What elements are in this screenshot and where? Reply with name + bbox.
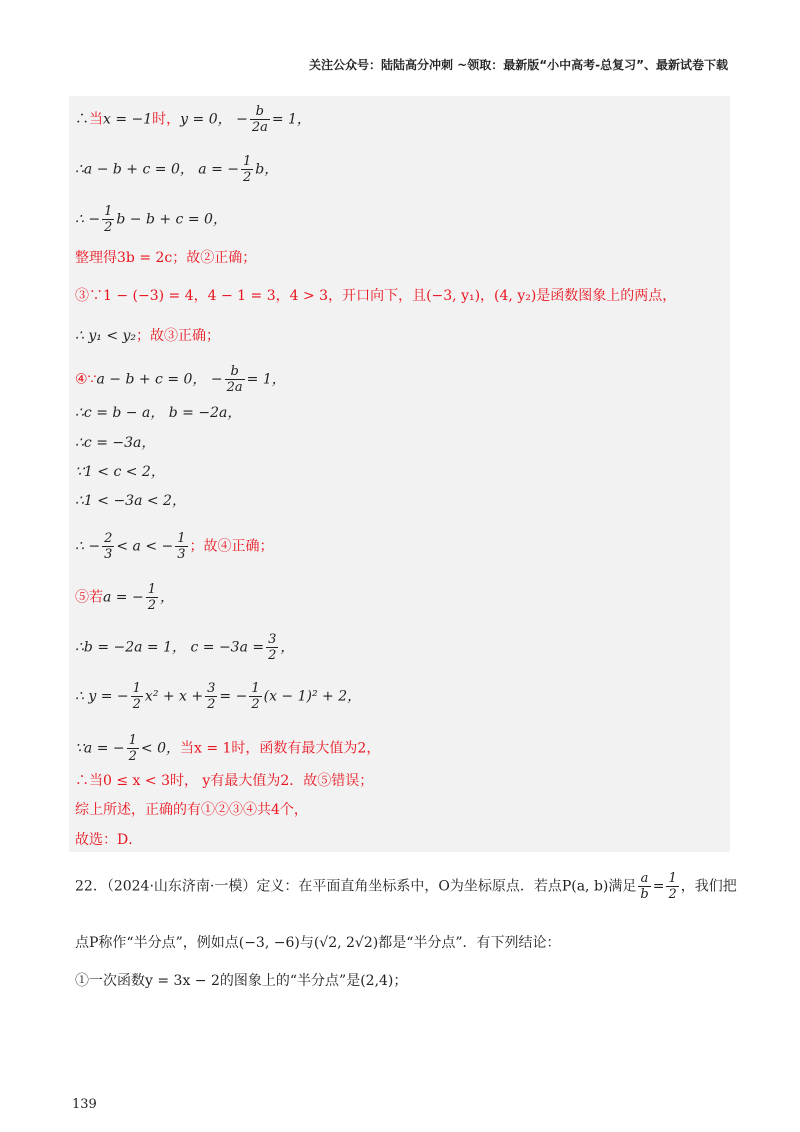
solution-line-7 bbox=[75, 364, 286, 395]
expr: b − b + c = 0， bbox=[116, 211, 227, 228]
expr: ∴ y₁ < y₂ bbox=[75, 328, 137, 344]
fraction bbox=[241, 154, 253, 185]
expr: ， bbox=[280, 639, 295, 656]
conclusion: 当x = 1时，函数有最大值为2， bbox=[180, 740, 381, 757]
expr: a − b + c = 0， − bbox=[96, 371, 223, 388]
expr: = 1， bbox=[246, 371, 286, 388]
numerator: 1 bbox=[668, 871, 677, 886]
page-header: 关注公众号：陆陆高分冲刺 ~领取：最新版“小中高考-总复习”、最新试卷下载 bbox=[309, 58, 728, 72]
item-marker: ⑤若 bbox=[75, 589, 103, 606]
fraction bbox=[102, 204, 114, 235]
denominator: 2 bbox=[668, 887, 677, 902]
expr: b， bbox=[255, 161, 279, 178]
solution-line-2 bbox=[75, 154, 278, 185]
denominator: 2 bbox=[207, 697, 216, 712]
solution-line-15 bbox=[75, 681, 361, 712]
expr: = bbox=[652, 878, 665, 895]
conclusion: ；故④正确； bbox=[189, 538, 274, 555]
fraction bbox=[131, 681, 143, 712]
expr: ∴a − b + c = 0， a = − bbox=[75, 161, 240, 178]
denominator: 3 bbox=[177, 547, 186, 562]
text-when: 当 bbox=[89, 111, 103, 128]
solution-line-3 bbox=[75, 204, 227, 235]
fraction bbox=[146, 582, 158, 613]
fraction bbox=[175, 531, 187, 562]
solution-line-6 bbox=[75, 327, 220, 345]
fraction bbox=[666, 871, 678, 902]
solution-line-8: ∴c = b − a， b = −2a， bbox=[75, 405, 242, 421]
denominator: 2 bbox=[132, 697, 141, 712]
fraction bbox=[102, 531, 114, 562]
fraction bbox=[205, 681, 217, 712]
numerator: 1 bbox=[177, 531, 186, 546]
solution-line-5: ③∵1 − (−3) = 4，4 − 1 = 3，4 > 3，开口向下，且(−3, y₁)，(4, y₂)是函数图象上的两点， bbox=[75, 288, 677, 304]
numerator: b bbox=[250, 104, 270, 120]
question-line-3: ①一次函数y = 3x − 2的图象上的“半分点”是(2,4)； bbox=[75, 973, 408, 989]
solution-line-19: 故选：D． bbox=[75, 832, 143, 848]
expr: x² + x + bbox=[144, 688, 204, 705]
solution-line-18: 综上所述，正确的有①②③④共4个， bbox=[75, 802, 308, 818]
solution-line-12 bbox=[75, 531, 274, 562]
solution-line-14 bbox=[75, 632, 294, 663]
denominator: 2 bbox=[268, 648, 277, 663]
expr: ∴b = −2a = 1， c = −3a = bbox=[75, 639, 265, 656]
expr: = − bbox=[219, 688, 248, 705]
denominator: 2 bbox=[243, 170, 252, 185]
denominator: 3 bbox=[104, 547, 113, 562]
denominator: 2a bbox=[251, 120, 268, 135]
question-text: ，我们把 bbox=[680, 878, 737, 895]
conclusion: ；故③正确； bbox=[136, 328, 221, 344]
item-marker: ④∵ bbox=[75, 371, 97, 388]
denominator: b bbox=[640, 887, 649, 902]
fraction bbox=[225, 364, 245, 395]
solution-line-13 bbox=[75, 582, 174, 613]
expr: ∴ − bbox=[75, 538, 101, 555]
numerator: 1 bbox=[243, 154, 252, 169]
question-text: 22．（2024·山东济南·一模）定义：在平面直角坐标系中，O为坐标原点．若点P(a, b)满足 bbox=[75, 878, 637, 895]
numerator: 1 bbox=[251, 681, 260, 696]
denominator: 2a bbox=[226, 380, 243, 395]
expr: a = − bbox=[103, 589, 144, 606]
denominator: 2 bbox=[147, 598, 156, 613]
fraction bbox=[249, 681, 261, 712]
solution-line-11: ∴1 < −3a < 2， bbox=[75, 493, 186, 509]
text-shi: 时， bbox=[152, 111, 181, 128]
numerator: 1 bbox=[128, 733, 137, 748]
numerator: 1 bbox=[147, 582, 156, 597]
expr: x = −1 bbox=[103, 111, 153, 128]
numerator: 3 bbox=[207, 681, 216, 696]
solution-line-1 bbox=[75, 104, 311, 135]
expr: < 0， bbox=[140, 740, 180, 757]
expr: ∴ y = − bbox=[75, 688, 129, 705]
therefore-symbol: ∴ bbox=[75, 111, 89, 128]
solution-line-4: 整理得3b = 2c；故②正确； bbox=[75, 250, 257, 266]
expr: = 1， bbox=[271, 111, 311, 128]
fraction bbox=[127, 733, 139, 764]
numerator: b bbox=[225, 364, 245, 380]
fraction bbox=[250, 104, 270, 135]
denominator: 2 bbox=[128, 749, 137, 764]
numerator: 2 bbox=[104, 531, 113, 546]
denominator: 2 bbox=[251, 697, 260, 712]
solution-line-9: ∴c = −3a， bbox=[75, 435, 156, 451]
fraction bbox=[266, 632, 278, 663]
expr: < a < − bbox=[116, 538, 174, 555]
solution-line-17: ∴当0 ≤ x < 3时， y有最大值为2．故⑤错误； bbox=[75, 773, 374, 789]
page-number: 139 bbox=[72, 1097, 97, 1112]
expr: ∴ − bbox=[75, 211, 101, 228]
numerator: 3 bbox=[268, 632, 277, 647]
denominator: 2 bbox=[104, 220, 113, 235]
solution-line-16 bbox=[75, 733, 380, 764]
solution-line-10: ∵1 < c < 2， bbox=[75, 464, 165, 480]
expr: (x − 1)² + 2， bbox=[263, 688, 362, 705]
question-line-2: 点P称作“半分点”，例如点(−3, −6)与(√2, 2√2)都是“半分点”．有下列结论： bbox=[75, 935, 561, 951]
numerator: 1 bbox=[132, 681, 141, 696]
expr: ， bbox=[160, 589, 174, 606]
numerator: a bbox=[638, 871, 650, 887]
numerator: 1 bbox=[104, 204, 113, 219]
expr: ∵a = − bbox=[75, 740, 125, 757]
question-line-1 bbox=[75, 871, 737, 902]
fraction bbox=[638, 871, 650, 902]
expr: y = 0， − bbox=[180, 111, 248, 128]
